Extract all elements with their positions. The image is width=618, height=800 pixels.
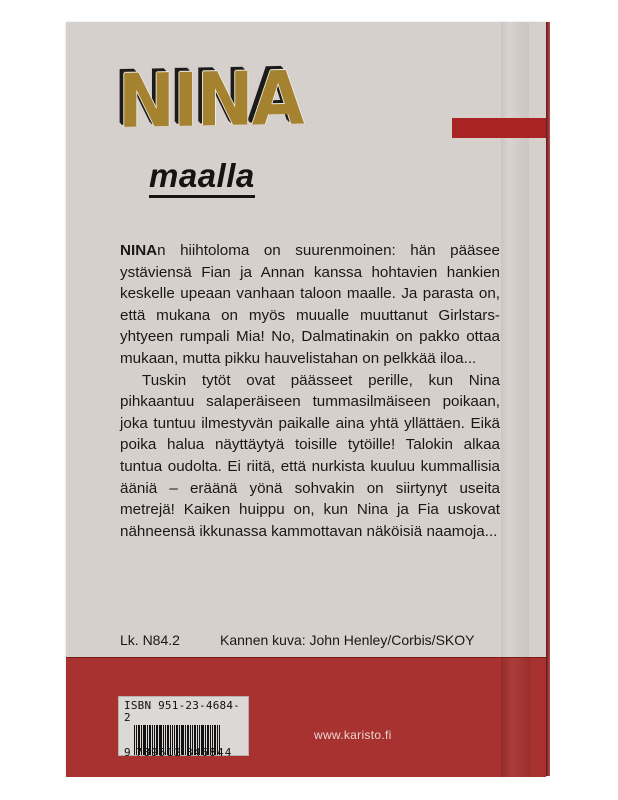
title-logo: NINA [118,55,303,145]
isbn-label: ISBN 951-23-4684-2 [124,699,240,724]
ean-right-group: 346844 [186,746,233,759]
isbn-barcode [118,696,249,759]
red-accent-tab [452,118,546,138]
ean-first-digit: 9 [124,746,132,759]
book-back-cover [66,22,546,776]
ean-left-group: 789512 [135,746,183,759]
subtitle: maalla [149,159,255,198]
cover-photo-credit: Kannen kuva: John Henley/Corbis/SKOY [220,632,475,648]
ean-number [124,747,243,759]
blurb-lead: NINA [120,242,158,259]
blurb-paragraph-2: Tuskin tytöt ovat päässeet perille, kun Nina pihkaantuu salaperäiseen tummasilmäiseen poikaan, joka tuntuu ilmestyvän paikalle aina yhtä yllättäen. Eikä poika halua näyttäytyä toisille tytöille! Talokin alkaa tuntua oudolta. Ei riitä, että nurkista kuuluu kummallisia ääniä – eräänä yönä sohvakin on siirtynyt useita metrejä! Kaiken huippu on, kun Nina ja Fia uskovat nähneensä ikkunassa kammottavan näköisiä naamoja... [120,371,500,540]
spine-hinge-band [501,658,531,777]
publisher-website: www.karisto.fi [314,728,392,742]
blurb-paragraph-1-text: n hiihtoloma on suurenmoinen: hän pääsee ystäviensä Fian ja Annan kanssa hohtavien hankien keskelle upeaan vanhaan taloon maalle. Ja parasta on, että mukana on myös muualle muuttanut Girlstars-yhtyeen rumpali Mia! No, Dalmatinakin on pakko ottaa mukaan, mutta pikku hauvelistahan on pelkkää iloa... [120,242,500,367]
bottom-red-band [66,657,546,777]
blurb [120,240,500,542]
blurb-paragraph-1 [120,240,500,370]
spine-edge [546,22,550,776]
library-class-code: Lk. N84.2 [120,632,180,648]
